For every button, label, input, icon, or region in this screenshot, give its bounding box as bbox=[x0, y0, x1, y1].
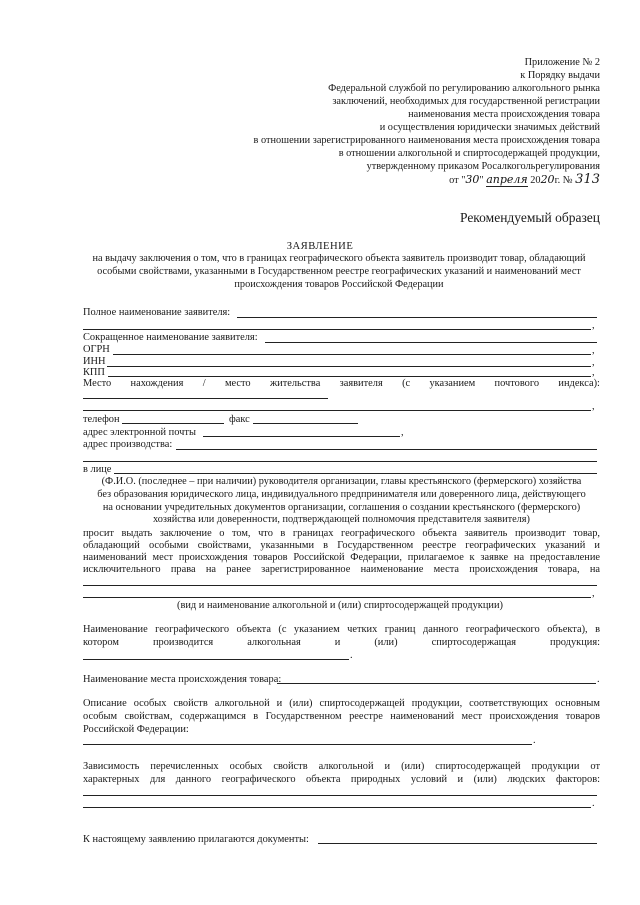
description-line: особым свойствам, содержащимся в Государственном реестре наименований мест происхождения товаров bbox=[83, 711, 600, 722]
geo-object-line: Наименование географического объекта (с указанием четких границ данного географического объекта), в bbox=[83, 624, 600, 635]
production-address-field-line2[interactable] bbox=[83, 461, 597, 462]
address-field-line2[interactable] bbox=[83, 410, 591, 411]
email-field[interactable] bbox=[203, 436, 400, 437]
recommended-sample-label: Рекомендуемый образец bbox=[459, 210, 600, 225]
short-name-label: Сокращенное наименование заявителя: bbox=[83, 332, 258, 343]
comma: , bbox=[592, 588, 595, 599]
kpp-label: КПП bbox=[83, 367, 105, 378]
description-field[interactable] bbox=[83, 744, 532, 745]
person-note-line: без образования юридического лица, индивидуального предпринимателя или доверенного лица, действующего bbox=[97, 488, 586, 500]
date-day: 30 bbox=[465, 173, 480, 186]
address-word: (с bbox=[402, 378, 411, 389]
appendix-line: в отношении зарегистрированного наименования места происхождения товара bbox=[253, 135, 600, 146]
appendix-line: заключений, необходимых для государственной регистрации bbox=[332, 96, 600, 107]
full-name-field[interactable] bbox=[237, 317, 597, 318]
period: . bbox=[533, 735, 536, 746]
dependence-line: характерных для данного географического объекта природных условий и (или) людских факторов: bbox=[83, 774, 600, 785]
inn-field[interactable] bbox=[107, 366, 591, 367]
in-person-label: в лице bbox=[83, 464, 112, 475]
dependence-field[interactable] bbox=[83, 795, 597, 796]
address-word: указанием bbox=[429, 378, 476, 389]
comma: , bbox=[592, 367, 595, 378]
production-address-field[interactable] bbox=[176, 449, 597, 450]
person-note bbox=[78, 476, 605, 527]
address-word: индекса): bbox=[558, 378, 600, 389]
request-line: просит выдать заключение о том, что в границах географического объекта заявитель производит товар, bbox=[83, 528, 600, 539]
comma: , bbox=[592, 401, 595, 412]
description-line: Российской Федерации: bbox=[83, 724, 189, 735]
full-name-field-line2[interactable] bbox=[83, 329, 591, 330]
person-note-line: на основании учредительных документов организации, соглашения о создании крестьянского (фермерского) bbox=[102, 501, 581, 513]
description-line: Описание особых свойств алкогольной и (или) спиртосодержащей продукции, соответствующих основным bbox=[83, 698, 600, 709]
address-word: Место bbox=[83, 378, 112, 389]
comma: , bbox=[592, 357, 595, 368]
person-note-line: хозяйства или доверенности, подтверждающей полномочия представителя заявителя) bbox=[153, 514, 530, 526]
full-name-label: Полное наименование заявителя: bbox=[83, 307, 231, 318]
product-caption: (вид и наименование алкогольной и (или) спиртосодержащей продукции) bbox=[177, 600, 503, 611]
appendix-line: Федеральной службой по регулированию алкогольного рынка bbox=[328, 83, 600, 94]
address-word: / bbox=[202, 378, 206, 389]
date-year-prefix: 20 bbox=[527, 175, 541, 186]
address-word: нахождения bbox=[130, 378, 184, 389]
date-prefix: от " bbox=[449, 175, 466, 186]
dependence-field-line2[interactable] bbox=[83, 807, 591, 808]
production-address-label: адрес производства: bbox=[83, 439, 173, 450]
document-subtitle: на выдачу заключения о том, что в границах географического объекта заявитель производит товар, обладающий особыми свойствами, указанными в Государственном реестре географических указаний и наименований мест происхождения товаров Российской Федерации bbox=[92, 253, 586, 290]
address-label bbox=[83, 377, 600, 390]
comma: , bbox=[592, 345, 595, 356]
request-line: исключительного права на ранее зарегистрированное наименование места происхождения товара, на bbox=[83, 564, 600, 575]
fax-field[interactable] bbox=[253, 423, 358, 424]
geo-object-line: котором производится алкогольная и (или) спиртосодержащая продукция: bbox=[83, 637, 600, 648]
address-word: почтового bbox=[494, 378, 540, 389]
document-title: ЗАЯВЛЕНИЕ bbox=[286, 241, 354, 252]
short-name-field[interactable] bbox=[265, 342, 597, 343]
person-note-line: (Ф.И.О. (последнее – при наличии) руководителя организации, главы крестьянского (фермерского) хозяйства bbox=[101, 476, 582, 487]
appendix-line: и осуществления юридически значимых действий bbox=[379, 122, 600, 133]
appendix-line: в отношении алкогольной и спиртосодержащей продукции, bbox=[338, 148, 600, 159]
appendix-line: утвержденному приказом Росалкогольрегулирования bbox=[366, 161, 600, 172]
order-date-line bbox=[200, 173, 600, 187]
comma: , bbox=[401, 427, 404, 438]
fax-label: факс bbox=[229, 414, 250, 425]
address-word: заявителя bbox=[339, 378, 383, 389]
place-name-field[interactable] bbox=[277, 683, 596, 684]
date-month: апреля bbox=[486, 173, 528, 186]
date-year: 20 bbox=[540, 173, 555, 186]
appendix-line: к Порядку выдачи bbox=[520, 70, 600, 81]
ogrn-field[interactable] bbox=[113, 354, 591, 355]
appendix-line: наименования места происхождения товара bbox=[408, 109, 600, 120]
date-suffix: г. № bbox=[554, 175, 576, 186]
geo-object-field[interactable] bbox=[83, 659, 349, 660]
in-person-field[interactable] bbox=[114, 473, 597, 474]
address-word: жительства bbox=[269, 378, 321, 389]
request-line: наименований мест происхождения товаров Российской Федерации, прилагаемое к заявке на предоставление bbox=[83, 552, 600, 563]
comma: , bbox=[592, 320, 595, 331]
product-field-line2[interactable] bbox=[83, 597, 591, 598]
attached-documents-label: К настоящему заявлению прилагаются документы: bbox=[83, 834, 309, 845]
dependence-line: Зависимость перечисленных особых свойств алкогольной и (или) спиртосодержащей продукции от bbox=[83, 761, 600, 772]
period: . bbox=[597, 674, 600, 685]
phone-label: телефон bbox=[83, 414, 120, 425]
request-line: обладающий особыми свойствами, указанными в Государственном реестре географических указаний и bbox=[83, 540, 600, 551]
date-mid: " bbox=[479, 175, 487, 186]
product-field[interactable] bbox=[83, 585, 597, 586]
email-label: адрес электронной почты bbox=[83, 427, 196, 438]
inn-label: ИНН bbox=[83, 356, 106, 367]
attached-documents-field[interactable] bbox=[318, 843, 597, 844]
place-name-label: Наименование места происхождения товара: bbox=[83, 674, 282, 685]
order-number: 313 bbox=[575, 172, 600, 187]
phone-field[interactable] bbox=[122, 423, 224, 424]
address-field[interactable] bbox=[83, 398, 328, 399]
period: . bbox=[592, 798, 595, 809]
ogrn-label: ОГРН bbox=[83, 344, 110, 355]
address-word: место bbox=[224, 378, 251, 389]
appendix-header bbox=[200, 56, 600, 187]
appendix-line: Приложение № 2 bbox=[524, 57, 600, 68]
period: . bbox=[350, 650, 353, 661]
